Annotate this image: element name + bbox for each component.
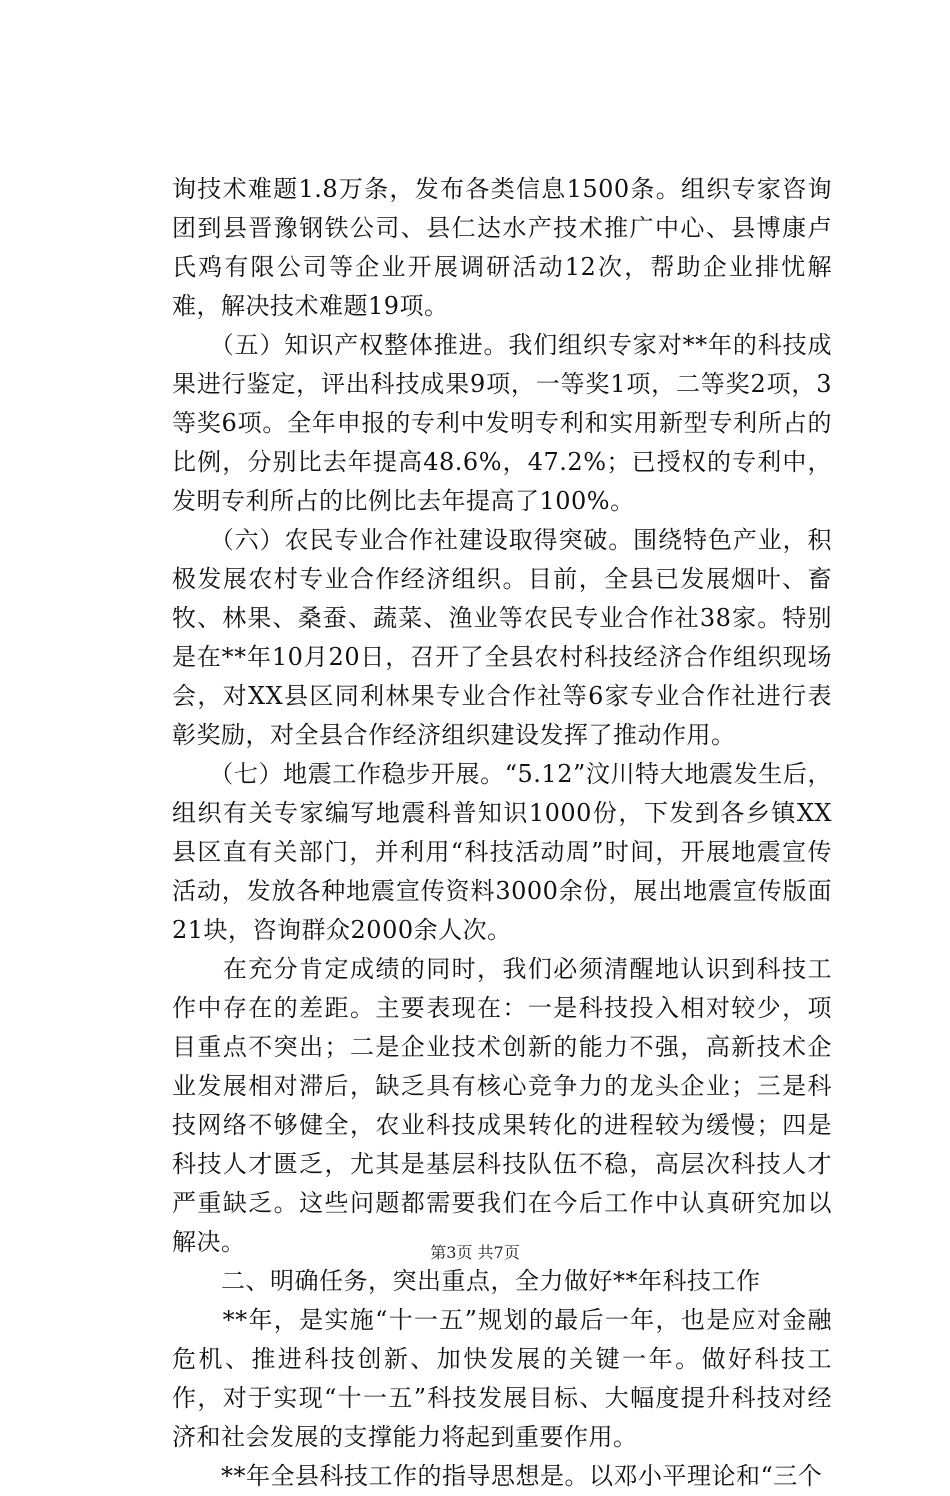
paragraph-tech-consulting: 询技术难题1.8万条，发布各类信息1500条。组织专家咨询团到县晋豫钢铁公司、县仁达水产技术推广中心、县博康卢氏鸡有限公司等企业开展调研活动12次，帮助企业排忧解难，解决技术难题19项。 <box>172 175 832 320</box>
paragraph-shortcomings: 在充分肯定成绩的同时，我们必须清醒地认识到科技工作中存在的差距。主要表现在：一是科技投入相对较少，项目重点不突出；二是企业技术创新的能力不强，高新技术企业发展相对滞后，缺乏具有核心竞争力的龙头企业；三是科技网络不够健全，农业科技成果转化的进程较为缓慢；四是科技人才匮乏，尤其是基层科技队伍不稳，高层次科技人才严重缺乏。这些问题都需要我们在今后工作中认真研究加以解决。 <box>172 955 832 1256</box>
page-number-footer: 第3页 共7页 <box>430 1243 520 1262</box>
paragraph-intellectual-property: （五）知识产权整体推进。我们组织专家对**年的科技成果进行鉴定，评出科技成果9项，一等奖1项，二等奖2项，3等奖6项。全年申报的专利中发明专利和实用新型专利所占的比例，分别比去年提高48.6%，47.2%；已授权的专利中，发明专利所占的比例比去年提高了100%。 <box>172 331 832 515</box>
paragraph-key-year: **年，是实施“十一五”规划的最后一年，也是应对金融危机、推进科技创新、加快发展的关键一年。做好科技工作，对于实现“十一五”科技发展目标、大幅度提升科技对经济和社会发展的支撑能力将起到重要作用。 <box>172 1306 832 1451</box>
section-heading-tasks: 二、明确任务，突出重点，全力做好**年科技工作 <box>172 1267 761 1295</box>
paragraph-earthquake-work: （七）地震工作稳步开展。“5.12”汶川特大地震发生后，组织有关专家编写地震科普知识1000份，下发到各乡镇XX县区直有关部门，并利用“科技活动周”时间，开展地震宣传活动，发放各种地震宣传资料3000余份，展出地震宣传版面21块，咨询群众2000余人次。 <box>172 760 832 944</box>
paragraph-farmer-cooperatives: （六）农民专业合作社建设取得突破。围绕特色产业，积极发展农村专业合作经济组织。目前，全县已发展烟叶、畜牧、林果、桑蚕、蔬菜、渔业等农民专业合作社38家。特别是在**年10月20日，召开了全县农村科技经济合作组织现场会，对XX县区同利林果专业合作社等6家专业合作社进行表彰奖励，对全县合作经济组织建设发挥了推动作用。 <box>172 526 832 749</box>
document-body <box>172 170 832 1496</box>
paragraph-guiding-thought: **年全县科技工作的指导思想是。以邓小平理论和“三个 <box>172 1462 823 1490</box>
